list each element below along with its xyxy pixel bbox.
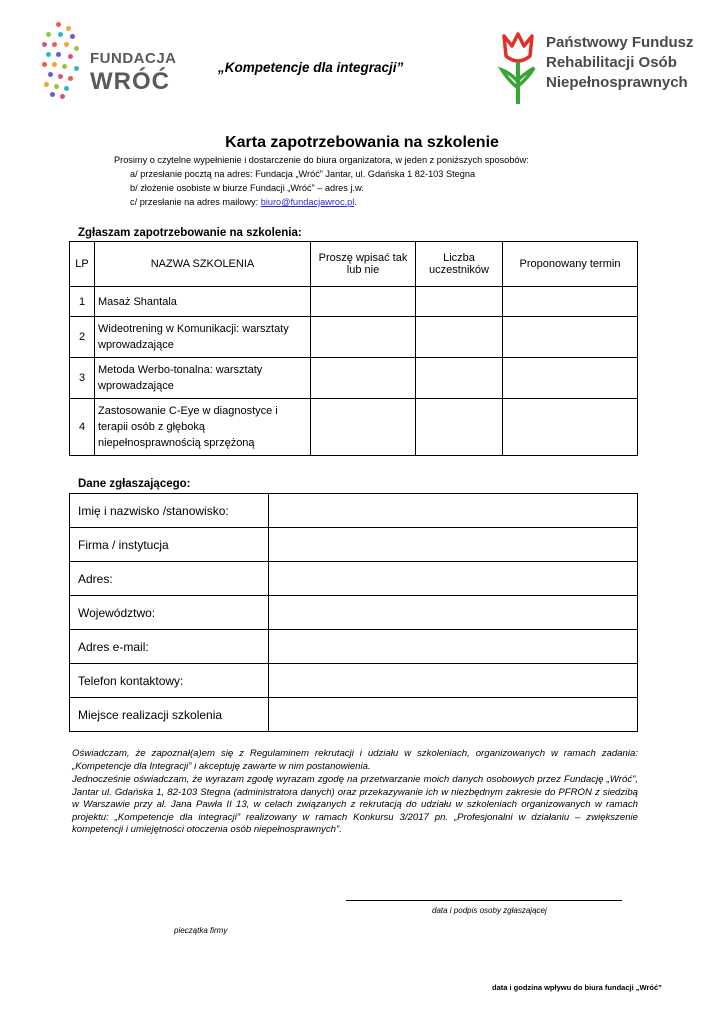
logo-dot [58,32,63,37]
row-lp: 3 [70,358,95,399]
logo-dot [56,22,61,27]
logo-dot [60,94,65,99]
pfron-line-3: Niepełnosprawnych [546,74,688,91]
intro-line-4-suffix: . [354,197,357,207]
email-link[interactable]: biuro@fundacjawroc.pl [260,197,355,207]
term-cell[interactable] [503,317,638,358]
applicant-section-heading: Dane zgłaszającego: [78,478,191,490]
col-term: Proponowany termin [503,242,638,287]
row-lp: 1 [70,287,95,317]
logo-dot [56,52,61,57]
logo-dot [64,42,69,47]
yes-no-cell[interactable] [311,358,416,399]
declaration-paragraph-2: Jednocześnie oświadczam, że wyrazam zgodę wyrazam zgodę na przetwarzanie moich danych osobowych przez Fundację „Wróć”, Jantar ul. Gdańska 1, 82-103 Stegna (administratora danych) oraz przekazywanie ich w niezbędnym zakresie do PFRON z siedzibą w Warszawie przy al. Jana Pawła II 13, w celach związanych z rekrutacją do udziału w szkoleniach organizowanych w ramach projektu: „Kompetencje dla integracji” realizowany w ramach Konkursu 3/2017 pn. „Profesjonalni w działaniu – zwiększenie kompetencji i umiejętności otoczenia osób niepełnosprawnych”. [72,774,638,836]
table-row [70,562,638,596]
logo-dot [70,34,75,39]
field-value-cell[interactable] [269,596,638,630]
declaration-paragraph-1: Oświadczam, że zapoznał(a)em się z Regulaminem rekrutacji i udziału w szkoleniach, organizowanych w ramach zadania: „Kompetencje dla Integracji” i akceptuję zawarte w nim postanowienia. [72,748,638,772]
logo-dot [42,62,47,67]
row-training-name: Metoda Werbo-tonalna: warsztaty wprowadzające [95,358,311,399]
logo-dot [74,46,79,51]
logo-dot [44,82,49,87]
logo-dot [52,62,57,67]
participants-cell[interactable] [416,287,503,317]
field-value-cell[interactable] [269,664,638,698]
field-value-cell[interactable] [269,494,638,528]
intro-line-1: Prosimy o czytelne wypełnienie i dostarczenie do biura organizatora, w jeden z poniższych sposobów: [114,155,529,165]
dots-icon [38,20,82,100]
table-row [70,630,638,664]
intro-line-4-prefix: c/ przesłanie na adres mailowy: [130,197,261,207]
col-yes-no: Proszę wpisać tak lub nie [311,242,416,287]
pfron-logo [498,30,708,110]
col-participants: Liczba uczestników [416,242,503,287]
table-row [70,698,638,732]
table-row [70,494,638,528]
logo-dot [64,86,69,91]
field-label: Województwo: [70,596,269,630]
logo-dot [48,72,53,77]
training-table [69,241,638,456]
participants-cell[interactable] [416,358,503,399]
table-row [70,287,638,317]
fundacja-wroc-logo [38,20,188,100]
col-lp: LP [70,242,95,287]
field-label: Imię i nazwisko /stanowisko: [70,494,269,528]
logo-dot [46,32,51,37]
stamp-caption: pieczątka firmy [174,926,228,935]
row-training-name: Wideotrening w Komunikacji: warsztaty wprowadzające [95,317,311,358]
intro-line-4 [130,196,357,208]
logo-dot [54,84,59,89]
field-label: Adres e-mail: [70,630,269,664]
logo-dot [62,64,67,69]
logo-dot [68,54,73,59]
field-value-cell[interactable] [269,528,638,562]
logo-dot [42,42,47,47]
row-lp: 4 [70,399,95,456]
logo-text-line1: FUNDACJA [90,50,177,67]
term-cell[interactable] [503,399,638,456]
table-row [70,596,638,630]
field-value-cell[interactable] [269,698,638,732]
project-title: „Kompetencje dla integracji” [218,60,404,75]
field-value-cell[interactable] [269,630,638,664]
field-label: Adres: [70,562,269,596]
training-section-heading: Zgłaszam zapotrzebowanie na szkolenia: [78,227,302,239]
field-label: Telefon kontaktowy: [70,664,269,698]
row-training-name: Zastosowanie C-Eye w diagnostyce i terapii osób z głęboką niepełnosprawnością sprzężoną [95,399,311,456]
document-title: Karta zapotrzebowania na szkolenie [225,134,499,151]
pfron-line-1: Państwowy Fundusz [546,34,694,51]
logo-text-line2: WRÓĆ [90,68,170,95]
tulip-icon [498,30,538,106]
row-training-name: Masaż Shantala [95,287,311,317]
received-caption: data i godzina wpływu do biura fundacji „Wróć” [492,983,662,992]
logo-dot [52,42,57,47]
applicant-table [69,493,638,732]
term-cell[interactable] [503,358,638,399]
table-row [70,664,638,698]
table-row [70,528,638,562]
term-cell[interactable] [503,287,638,317]
logo-dot [68,76,73,81]
col-name: NAZWA SZKOLENIA [95,242,311,287]
intro-line-2: a/ przesłanie pocztą na adres: Fundacja „Wróć” Jantar, ul. Gdańska 1 82-103 Stegna [130,169,476,179]
table-row [70,358,638,399]
logo-dot [66,26,71,31]
signature-line [346,900,622,901]
logo-dot [74,66,79,71]
signature-caption: data i podpis osoby zgłaszającej [432,906,547,915]
table-header-row [70,242,638,287]
yes-no-cell[interactable] [311,287,416,317]
field-label: Miejsce realizacji szkolenia [70,698,269,732]
field-value-cell[interactable] [269,562,638,596]
participants-cell[interactable] [416,399,503,456]
field-label: Firma / instytucja [70,528,269,562]
table-row [70,399,638,456]
logo-dot [58,74,63,79]
intro-line-3: b/ złożenie osobiste w biurze Fundacji „Wróć” – adres j.w. [130,183,364,193]
table-row [70,317,638,358]
logo-dot [50,92,55,97]
participants-cell[interactable] [416,317,503,358]
yes-no-cell[interactable] [311,399,416,456]
row-lp: 2 [70,317,95,358]
logo-dot [46,52,51,57]
yes-no-cell[interactable] [311,317,416,358]
pfron-line-2: Rehabilitacji Osób [546,54,677,71]
